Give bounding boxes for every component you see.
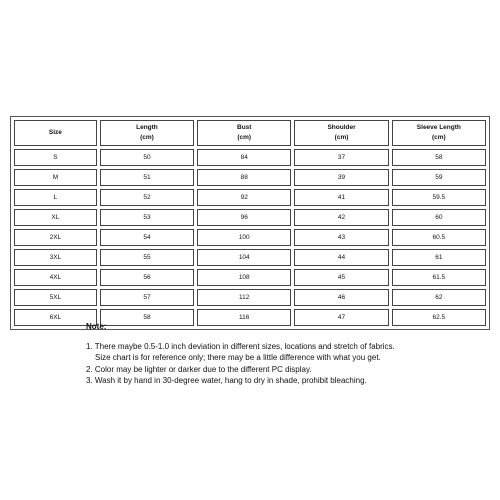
table-cell: 62.5 <box>392 309 486 326</box>
table-cell: 92 <box>197 189 291 206</box>
table-cell: 50 <box>100 149 194 166</box>
table-cell: 84 <box>197 149 291 166</box>
table-cell: 55 <box>100 249 194 266</box>
note-line-3: 3. Wash it by hand in 30-degree water, hang to dry in shade, prohibit bleaching. <box>86 376 367 386</box>
table-cell: 37 <box>294 149 388 166</box>
column-header-sleeve-length: Sleeve Length (cm) <box>392 120 486 146</box>
table-cell: 59.5 <box>392 189 486 206</box>
table-cell: 46 <box>294 289 388 306</box>
table-cell: L <box>14 189 97 206</box>
table-cell: 41 <box>294 189 388 206</box>
note-line-1: 1. There maybe 0.5-1.0 inch deviation in different sizes, locations and stretch of fabrics. <box>86 341 395 351</box>
table-cell: XL <box>14 209 97 226</box>
table-row <box>14 149 486 166</box>
table-cell: S <box>14 149 97 166</box>
table-cell: 88 <box>197 169 291 186</box>
size-chart <box>10 116 490 330</box>
notes-title: Note: <box>86 322 107 331</box>
notes-section <box>86 321 486 387</box>
table-cell: 45 <box>294 269 388 286</box>
table-cell: 5XL <box>14 289 97 306</box>
table-cell: 60.5 <box>392 229 486 246</box>
table-row <box>14 229 486 246</box>
table-cell: 108 <box>197 269 291 286</box>
size-table <box>10 116 490 330</box>
table-cell: 51 <box>100 169 194 186</box>
table-cell: M <box>14 169 97 186</box>
table-cell: 6XL <box>14 309 97 326</box>
table-row <box>14 289 486 306</box>
column-header-shoulder: Shoulder (cm) <box>294 120 388 146</box>
table-row <box>14 249 486 266</box>
table-cell: 116 <box>197 309 291 326</box>
table-cell: 58 <box>100 309 194 326</box>
table-cell: 47 <box>294 309 388 326</box>
table-cell: 44 <box>294 249 388 266</box>
table-cell: 60 <box>392 209 486 226</box>
table-cell: 58 <box>392 149 486 166</box>
table-row <box>14 269 486 286</box>
note-line-2: 2. Color may be lighter or darker due to the different PC display. <box>86 364 312 374</box>
table-cell: 2XL <box>14 229 97 246</box>
table-row <box>14 209 486 226</box>
table-cell: 56 <box>100 269 194 286</box>
column-header-bust: Bust (cm) <box>197 120 291 146</box>
table-cell: 53 <box>100 209 194 226</box>
note-line-1-continued: Size chart is for reference only; there may be a little difference with what you get. <box>95 353 381 363</box>
table-row <box>14 189 486 206</box>
table-cell: 42 <box>294 209 388 226</box>
table-cell: 112 <box>197 289 291 306</box>
table-cell: 52 <box>100 189 194 206</box>
table-cell: 62 <box>392 289 486 306</box>
table-cell: 61.5 <box>392 269 486 286</box>
table-cell: 3XL <box>14 249 97 266</box>
column-header-length: Length (cm) <box>100 120 194 146</box>
table-cell: 43 <box>294 229 388 246</box>
table-cell: 4XL <box>14 269 97 286</box>
table-cell: 61 <box>392 249 486 266</box>
table-cell: 54 <box>100 229 194 246</box>
table-row <box>14 169 486 186</box>
table-cell: 104 <box>197 249 291 266</box>
table-cell: 96 <box>197 209 291 226</box>
table-cell: 59 <box>392 169 486 186</box>
table-cell: 100 <box>197 229 291 246</box>
table-header-row <box>14 120 486 146</box>
table-cell: 39 <box>294 169 388 186</box>
table-cell: 57 <box>100 289 194 306</box>
column-header-size: Size <box>14 120 97 146</box>
